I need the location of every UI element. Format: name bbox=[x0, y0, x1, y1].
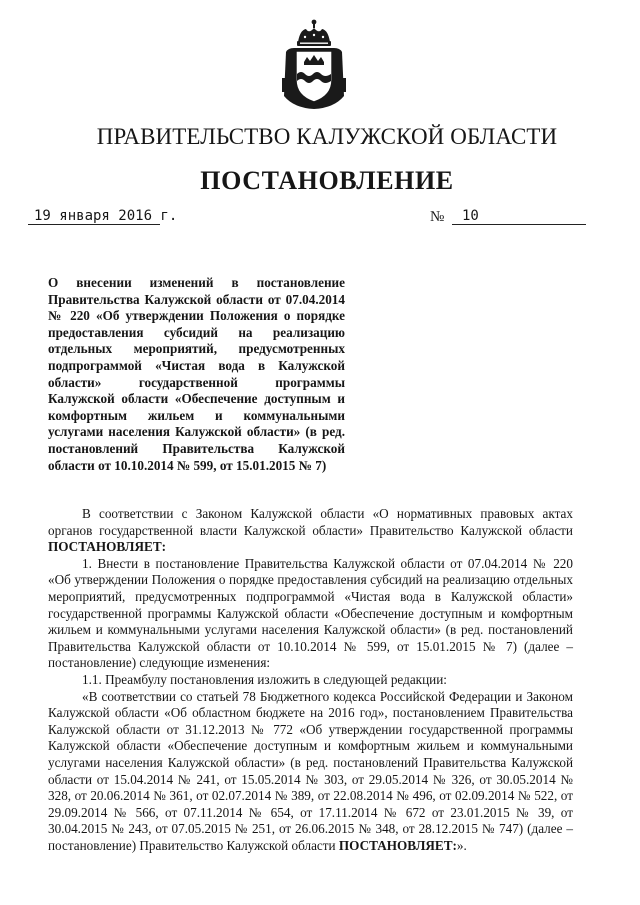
document-subject: О внесении изменений в постановление Правительства Калужской области от 07.04.2014 № 220 «Об утверждении Положения о порядке предоставления субсидий на реализацию отдельных мероприятий, предусмотренных подпрограммой «Чистая вода в Калужской области» государственной программы Калужской области «Обеспечение доступным и комфортным жильем и коммунальными услугами населения Калужской области» (в ред. постановлений Правительства Калужской области от 10.10.2014 № 599, от 15.01.2015 № 7) bbox=[48, 275, 345, 473]
date-underline bbox=[28, 224, 160, 225]
preamble-paragraph bbox=[48, 506, 573, 556]
government-title: ПРАВИТЕЛЬСТВО КАЛУЖСКОЙ ОБЛАСТИ bbox=[96, 124, 558, 149]
quoted-preamble-text: «В соответствии со статьей 78 Бюджетного кодекса Российской Федерации и Законом Калужской области «Об областном бюджете на 2016 год», постановлением Правительства Калужской области от 31.12.2013 № 772 «Об утверждении государственной программы Калужской области «Обеспечение доступным и комфортным жильем и коммунальными услугами населения Калужской области» (в ред. постановлений Правительства Калужской области от 15.04.2014 № 241, от 15.05.2014 № 303, от 29.05.2014 № 326, от 30.05.2014 № 328, от 20.06.2014 № 361, от 02.07.2014 № 389, от 22.08.2014 № 496, от 02.09.2014 № 522, от 29.09.2014 № 566, от 07.11.2014 № 654, от 17.11.2014 № 672 от 23.01.2015 № 39, от 30.04.2015 № 243, от 07.05.2015 № 251, от 26.06.2015 № 348, от 28.12.2015 № 747) (далее – постановление) Правительство Калужской области bbox=[48, 688, 573, 853]
item-1-paragraph: 1. Внести в постановление Правительства Калужской области от 07.04.2014 № 220 «Об утверждении Положения о порядке предоставления субсидий на реализацию отдельных мероприятий, предусмотренных подпрограммой «Чистая вода в Калужской области» государственной программы Калужской области «Обеспечение доступным и комфортным жильем и коммунальными услугами населения Калужской области» (в ред. постановлений Правительства Калужской области от 10.10.2014 № 599, от 15.01.2015 № 7) (далее – постановление) следующие изменения: bbox=[48, 555, 573, 671]
preamble-text: В соответствии с Законом Калужской области «О нормативных правовых актах органов государственной власти Калужской области» Правительство Калужской области bbox=[48, 506, 573, 538]
document-body bbox=[48, 506, 573, 854]
quoted-preamble-end: ». bbox=[456, 837, 467, 853]
document-type-title: ПОСТАНОВЛЕНИЕ bbox=[200, 166, 454, 195]
document-number: 10 bbox=[462, 208, 479, 224]
document-date: 19 января 2016 г. bbox=[34, 208, 178, 224]
kaluga-coat-of-arms-icon bbox=[278, 18, 350, 110]
item-1-1-paragraph: 1.1. Преамбулу постановления изложить в следующей редакции: bbox=[82, 671, 447, 687]
quoted-preamble-paragraph bbox=[48, 689, 573, 855]
document-number-label: № bbox=[430, 209, 445, 225]
preamble-decree: ПОСТАНОВЛЯЕТ: bbox=[48, 539, 167, 555]
quoted-preamble-decree: ПОСТАНОВЛЯЕТ: bbox=[338, 837, 457, 853]
number-underline bbox=[452, 224, 586, 225]
